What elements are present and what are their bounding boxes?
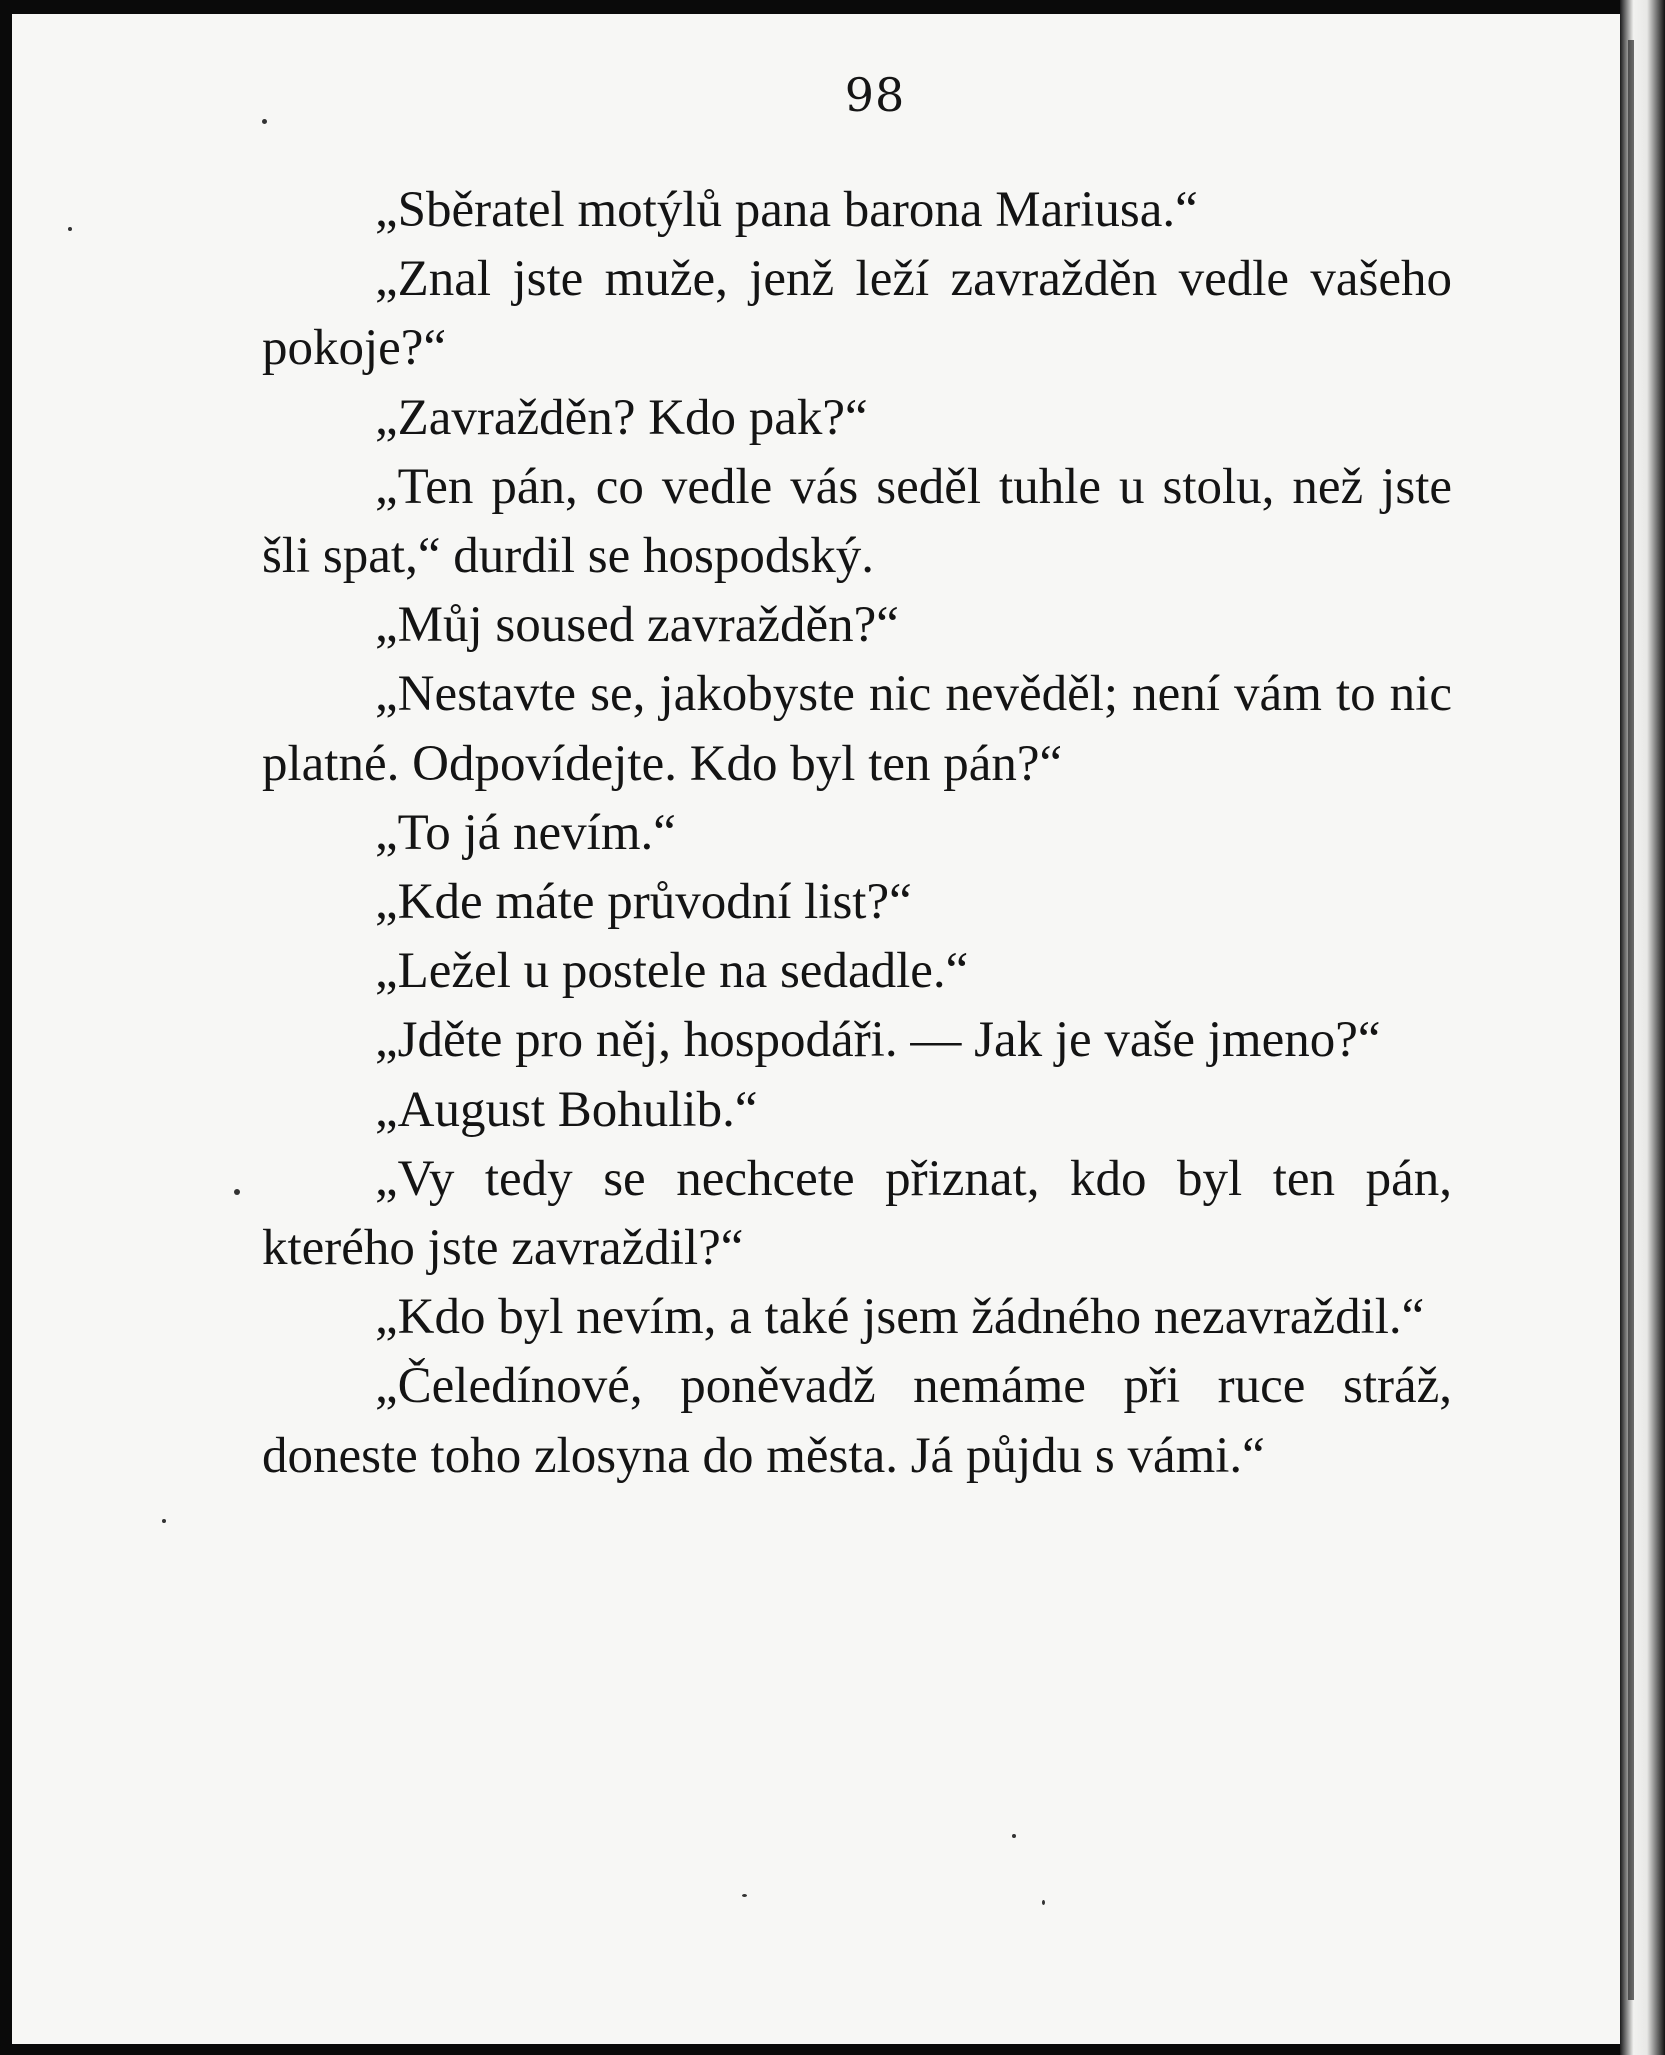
paragraph: „Znal jste muže, jenž leží zavražděn vedle vašeho pokoje?“ bbox=[262, 251, 1452, 377]
paragraph: „Čeledínové, poněvadž nemáme při ruce stráž, doneste toho zlosyna do města. Já půjdu s vámi.“ bbox=[262, 1358, 1452, 1484]
book-spine bbox=[1620, 0, 1665, 2055]
speck bbox=[68, 227, 72, 231]
paragraph: „Zavražděn? Kdo pak?“ bbox=[375, 389, 868, 446]
speck bbox=[162, 1519, 166, 1523]
paragraph: „Jděte pro něj, hospodáři. — Jak je vaše jmeno?“ bbox=[375, 1012, 1381, 1069]
spine-shadow bbox=[1628, 40, 1634, 2000]
paragraph: „Vy tedy se nechcete přiznat, kdo byl ten pán, kterého jste zavraždil?“ bbox=[262, 1150, 1452, 1277]
speck bbox=[742, 1894, 747, 1897]
speck bbox=[1042, 1900, 1045, 1905]
paragraph: „Ten pán, co vedle vás seděl tuhle u stolu, než jste šli spat,“ durdil se hospodský. bbox=[262, 458, 1452, 585]
paragraph: „Sběratel motýlů pana barona Mariusa.“ bbox=[375, 182, 1198, 238]
page-number: 98 bbox=[844, 68, 906, 122]
body-text bbox=[262, 176, 1452, 1491]
speck bbox=[234, 1189, 240, 1195]
speck bbox=[1012, 1834, 1016, 1838]
paragraph: „Nestavte se, jakobyste nic nevěděl; není vám to nic platné. Odpovídejte. Kdo byl ten pán?“ bbox=[262, 666, 1452, 792]
paragraph: „Kde máte průvodní list?“ bbox=[375, 874, 912, 931]
paragraph: „Kdo byl nevím, a také jsem žádného nezavraždil.“ bbox=[375, 1289, 1425, 1346]
paragraph: „Můj soused zavražděn?“ bbox=[375, 597, 899, 654]
paragraph: „To já nevím.“ bbox=[375, 804, 676, 861]
paragraph: „August Bohulib.“ bbox=[375, 1081, 758, 1138]
paragraph: „Ležel u postele na sedadle.“ bbox=[375, 943, 969, 1000]
